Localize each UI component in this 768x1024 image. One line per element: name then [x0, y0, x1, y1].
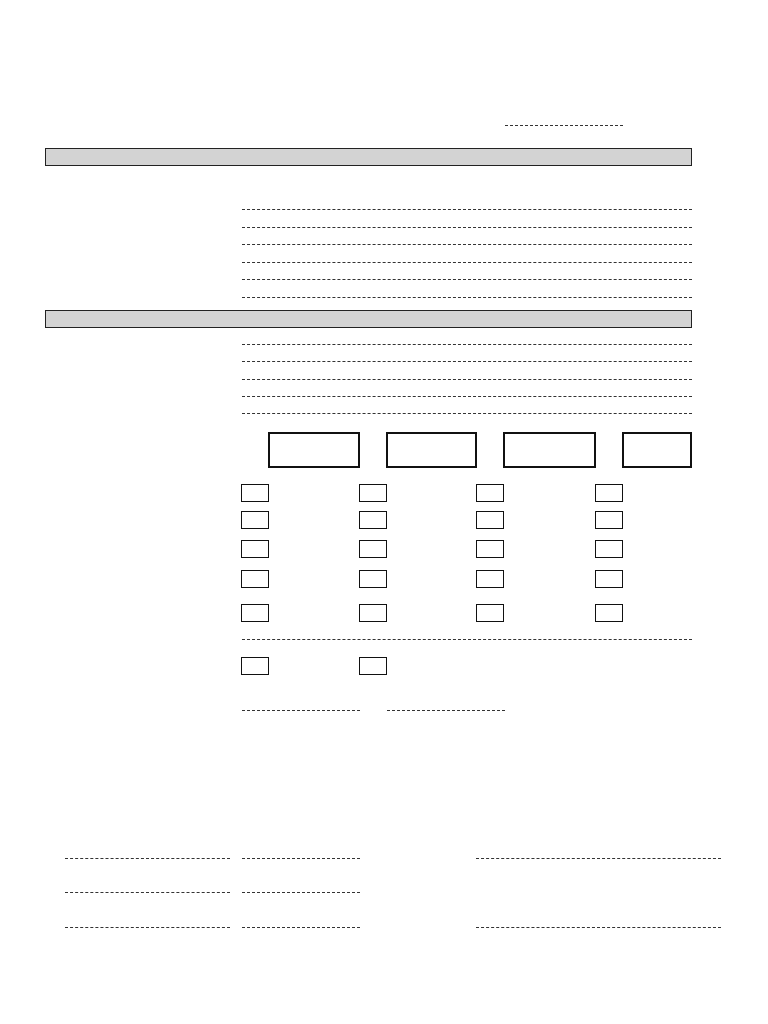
section-1-field-4[interactable]	[242, 247, 692, 261]
short-field-2[interactable]	[387, 695, 505, 709]
middle-field-line-2	[242, 892, 360, 893]
extra-checkbox-2[interactable]	[359, 657, 387, 675]
divider-field[interactable]	[242, 624, 692, 638]
left-field-2[interactable]	[65, 877, 230, 891]
section-2-header-bar	[45, 310, 692, 328]
section-1-title	[46, 153, 50, 165]
short-field-line-2	[387, 710, 505, 711]
section-1-field-1[interactable]	[242, 194, 692, 208]
left-field-line-1	[65, 858, 230, 859]
middle-field-3[interactable]	[242, 912, 360, 926]
section-1-field-3[interactable]	[242, 229, 692, 243]
grid-checkbox-r4-c1[interactable]	[241, 570, 269, 588]
grid-checkbox-r3-c3[interactable]	[476, 540, 504, 558]
section-1-field-line-2	[242, 227, 692, 228]
extra-checkbox-1[interactable]	[241, 657, 269, 675]
middle-field-1[interactable]	[242, 843, 360, 857]
section-1-field-6[interactable]	[242, 282, 692, 296]
grid-checkbox-r4-c3[interactable]	[476, 570, 504, 588]
grid-checkbox-r4-c4[interactable]	[595, 570, 623, 588]
grid-checkbox-r2-c2[interactable]	[359, 511, 387, 529]
column-header-box-1	[268, 432, 360, 468]
grid-checkbox-r5-c2[interactable]	[359, 604, 387, 622]
section-1-field-line-1	[242, 209, 692, 210]
right-field-1[interactable]	[476, 843, 721, 857]
section-2-field-5[interactable]	[242, 398, 692, 412]
header-field-line	[505, 125, 623, 126]
grid-checkbox-r5-c4[interactable]	[595, 604, 623, 622]
grid-checkbox-r1-c1[interactable]	[241, 484, 269, 502]
grid-checkbox-r3-c4[interactable]	[595, 540, 623, 558]
left-field-line-3	[65, 927, 230, 928]
grid-checkbox-r1-c4[interactable]	[595, 484, 623, 502]
left-field-line-2	[65, 892, 230, 893]
column-header-box-4	[622, 432, 692, 468]
grid-checkbox-r3-c1[interactable]	[241, 540, 269, 558]
section-2-field-line-4	[242, 396, 692, 397]
column-header-box-2	[386, 432, 477, 468]
section-2-field-3[interactable]	[242, 364, 692, 378]
section-1-header-bar	[45, 148, 692, 166]
section-2-field-1[interactable]	[242, 329, 692, 343]
divider-field-line	[242, 639, 692, 640]
grid-checkbox-r1-c2[interactable]	[359, 484, 387, 502]
section-1-field-line-3	[242, 244, 692, 245]
short-field-1[interactable]	[242, 695, 360, 709]
middle-field-line-3	[242, 927, 360, 928]
left-field-1[interactable]	[65, 843, 230, 857]
section-1-field-line-6	[242, 297, 692, 298]
grid-checkbox-r2-c1[interactable]	[241, 511, 269, 529]
section-1-field-line-4	[242, 262, 692, 263]
section-1-field-2[interactable]	[242, 212, 692, 226]
section-2-field-2[interactable]	[242, 346, 692, 360]
grid-checkbox-r3-c2[interactable]	[359, 540, 387, 558]
column-header-box-3	[503, 432, 596, 468]
grid-checkbox-r5-c1[interactable]	[241, 604, 269, 622]
header-field[interactable]	[505, 110, 623, 124]
grid-checkbox-r5-c3[interactable]	[476, 604, 504, 622]
section-1-field-5[interactable]	[242, 264, 692, 278]
grid-checkbox-r1-c3[interactable]	[476, 484, 504, 502]
grid-checkbox-r2-c4[interactable]	[595, 511, 623, 529]
section-2-field-line-5	[242, 413, 692, 414]
left-field-3[interactable]	[65, 912, 230, 926]
section-2-field-line-2	[242, 361, 692, 362]
section-2-field-4[interactable]	[242, 381, 692, 395]
right-field-line-1	[476, 858, 721, 859]
grid-checkbox-r4-c2[interactable]	[359, 570, 387, 588]
middle-field-line-1	[242, 858, 360, 859]
right-field-2[interactable]	[476, 912, 721, 926]
short-field-line-1	[242, 710, 360, 711]
middle-field-2[interactable]	[242, 877, 360, 891]
section-2-title	[46, 315, 50, 327]
section-1-field-line-5	[242, 279, 692, 280]
grid-checkbox-r2-c3[interactable]	[476, 511, 504, 529]
right-field-line-2	[476, 927, 721, 928]
section-2-field-line-1	[242, 344, 692, 345]
section-2-field-line-3	[242, 379, 692, 380]
